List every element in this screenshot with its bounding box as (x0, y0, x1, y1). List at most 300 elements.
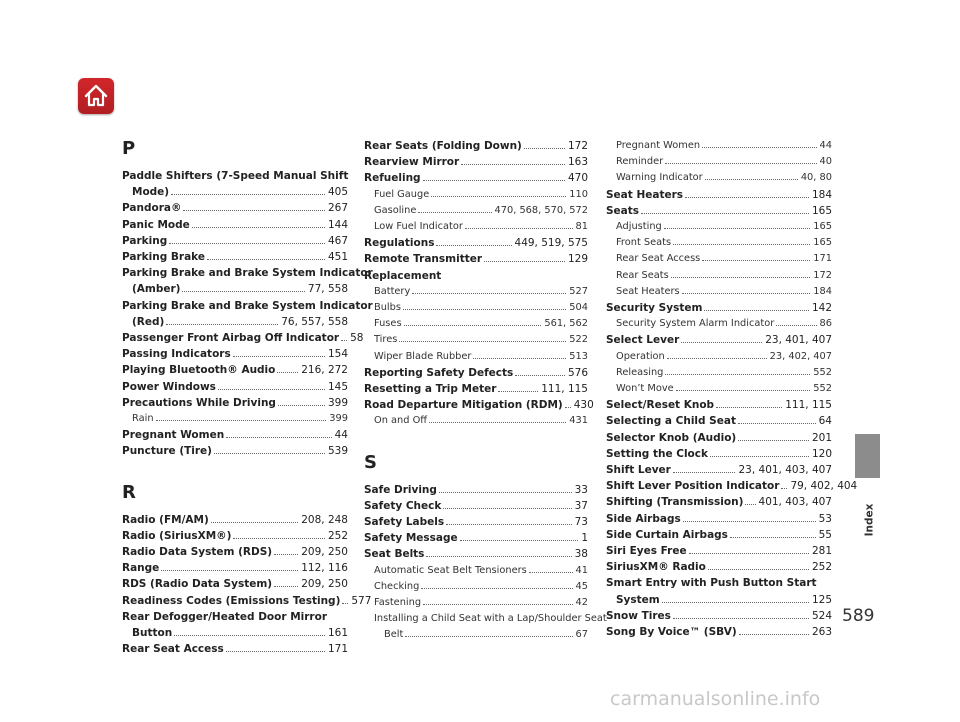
entry-continuation (374, 627, 588, 643)
dot-leader (399, 341, 566, 342)
index-entry[interactable] (606, 187, 832, 203)
index-entry[interactable] (122, 641, 348, 657)
dot-leader (277, 372, 298, 373)
index-subentry[interactable] (364, 611, 607, 643)
index-entry[interactable] (364, 365, 588, 381)
index-entry[interactable] (606, 300, 832, 316)
entry-pages[interactable]: 154 (327, 348, 348, 361)
index-side-label: Index (862, 503, 875, 537)
index-subentry[interactable] (364, 284, 588, 300)
dot-leader (673, 618, 809, 619)
index-entry[interactable] (606, 511, 832, 527)
index-entry[interactable] (364, 268, 588, 284)
entry-term: Safety Check (364, 499, 442, 512)
section-s-entries-part1 (364, 482, 607, 644)
entry-term: Playing Bluetooth® Audio (122, 364, 276, 377)
entry-term: Warning Indicator (616, 172, 703, 184)
entry-term: Side Airbags (606, 512, 681, 525)
entry-term: Adjusting (616, 221, 662, 233)
entry-pages[interactable]: 37 (574, 499, 588, 512)
entry-pages[interactable]: 504 (569, 302, 588, 314)
index-entry[interactable] (122, 528, 348, 544)
entry-pages[interactable]: 576 (567, 366, 588, 379)
index-entry[interactable] (122, 609, 348, 641)
entry-pages[interactable]: 111, 115 (541, 383, 588, 396)
entry-term: Reminder (616, 156, 664, 168)
entry-term: Security System Alarm Indicator (616, 318, 775, 330)
dot-leader (341, 340, 347, 341)
entry-pages[interactable]: 163 (567, 156, 588, 169)
index-entry[interactable] (122, 379, 348, 395)
entry-pages[interactable]: 42 (575, 597, 588, 609)
entry-term: Security System (606, 302, 703, 315)
dot-leader (423, 180, 565, 181)
index-subentry[interactable] (606, 219, 832, 235)
dot-leader (156, 420, 327, 421)
index-entry[interactable] (122, 168, 348, 200)
entry-term-line (122, 265, 373, 281)
entry-term: Safe Driving (364, 483, 437, 496)
entry-term-continued: (Red) (132, 315, 165, 328)
dot-leader (662, 602, 809, 603)
entry-term: Rear Seat Access (616, 253, 701, 265)
index-entry[interactable] (122, 395, 348, 411)
dot-leader (665, 374, 810, 375)
index-entry[interactable] (606, 543, 832, 559)
entry-continuation (122, 281, 348, 297)
entry-pages[interactable]: 33 (574, 483, 588, 496)
index-subentry[interactable] (606, 316, 832, 332)
index-entry[interactable] (122, 233, 348, 249)
index-entry[interactable] (364, 397, 594, 413)
entry-pages[interactable]: 112, 116 (301, 562, 348, 575)
index-entry[interactable] (122, 593, 372, 609)
index-entry[interactable] (122, 298, 373, 330)
section-r-entries-part1 (122, 512, 372, 658)
entry-pages[interactable]: 44 (819, 140, 832, 151)
entry-pages[interactable]: 144 (327, 218, 348, 231)
entry-pages[interactable]: 79, 402, 404 (790, 480, 858, 493)
index-entry[interactable] (364, 170, 588, 186)
entry-pages[interactable]: 267 (327, 202, 348, 215)
index-entry[interactable] (606, 446, 832, 462)
entry-term-line (122, 609, 348, 625)
dot-leader (738, 423, 816, 424)
entry-pages[interactable]: 399 (329, 413, 348, 425)
entry-term: Replacement (364, 269, 442, 282)
entry-pages[interactable]: 470 (567, 172, 588, 185)
entry-pages[interactable]: 430 (573, 399, 594, 412)
index-entry[interactable] (606, 494, 832, 510)
dot-leader (667, 358, 767, 359)
index-entry[interactable] (606, 203, 832, 219)
index-entry[interactable] (606, 413, 832, 429)
home-button[interactable] (78, 78, 114, 114)
entry-pages[interactable]: 577 (351, 594, 372, 607)
entry-term: Range (122, 562, 160, 575)
entry-term: Smart Entry with Push Button Start (606, 577, 817, 590)
dot-leader (192, 227, 325, 228)
index-entry[interactable] (122, 265, 373, 297)
entry-pages[interactable]: 201 (811, 431, 832, 444)
dot-leader (745, 504, 755, 505)
section-p-entries (122, 168, 373, 460)
index-side-tab[interactable] (855, 434, 880, 478)
index-entry[interactable] (364, 154, 588, 170)
entry-term: Paddle Shifters (7-Speed Manual Shift (122, 170, 349, 182)
dot-leader (565, 407, 571, 408)
dot-leader (705, 179, 798, 180)
entry-pages[interactable]: 86 (819, 318, 832, 330)
index-subentry[interactable] (606, 284, 832, 300)
index-entry[interactable] (606, 608, 832, 624)
entry-term: Shifting (Transmission) (606, 496, 744, 509)
index-entry[interactable] (606, 527, 832, 543)
entry-pages[interactable]: 53 (818, 512, 832, 525)
entry-term: Battery (374, 285, 411, 297)
dot-leader (671, 277, 811, 278)
index-subentry[interactable] (364, 203, 588, 219)
index-subentry[interactable] (606, 365, 832, 381)
index-subentry[interactable] (606, 268, 832, 284)
index-entry[interactable] (122, 576, 348, 592)
entry-term: Rear Seats (616, 269, 669, 281)
entry-term: On and Off (374, 415, 428, 427)
index-subentry[interactable] (364, 413, 588, 429)
entry-term-continued: Belt (384, 629, 404, 641)
dot-leader (461, 164, 565, 165)
dot-leader (211, 522, 298, 523)
entry-pages[interactable]: 552 (813, 383, 832, 395)
entry-term: Parking (122, 234, 168, 247)
dot-leader (702, 147, 816, 148)
entry-pages[interactable]: 252 (811, 561, 832, 574)
dot-leader (465, 228, 573, 229)
entry-term-line (374, 611, 607, 627)
entry-pages[interactable]: 67 (575, 629, 588, 641)
index-subentry[interactable] (364, 563, 588, 579)
index-entry[interactable] (364, 530, 588, 546)
entry-term: Releasing (616, 366, 664, 378)
index-subentry[interactable] (364, 332, 588, 348)
entry-pages[interactable]: 399 (327, 396, 348, 409)
dot-leader (710, 456, 809, 457)
index-subentry[interactable] (606, 235, 832, 251)
entry-term: Seat Belts (364, 548, 425, 561)
dot-leader (161, 570, 298, 571)
dot-leader (685, 197, 809, 198)
entry-pages[interactable]: 252 (327, 529, 348, 542)
index-entry[interactable] (122, 560, 348, 576)
entry-term: Seats (606, 204, 640, 217)
index-subentry[interactable] (606, 349, 832, 365)
index-column-3 (606, 138, 858, 640)
entry-term: Rear Seat Access (122, 643, 224, 656)
index-entry[interactable] (364, 138, 588, 154)
dot-leader (689, 553, 809, 554)
entry-term-continued: Button (132, 627, 173, 640)
index-entry[interactable] (122, 217, 348, 233)
entry-term: Safety Message (364, 532, 458, 545)
index-entry[interactable] (606, 332, 832, 348)
entry-pages[interactable]: 184 (811, 188, 832, 201)
entry-term: Low Fuel Indicator (374, 221, 463, 233)
index-entry[interactable] (364, 482, 588, 498)
entry-pages[interactable]: 64 (818, 415, 832, 428)
entry-term: RDS (Radio Data System) (122, 578, 273, 591)
index-entry[interactable] (122, 200, 348, 216)
entry-pages[interactable]: 263 (811, 626, 832, 639)
dot-leader (233, 538, 324, 539)
entry-term-continued: Mode) (132, 186, 170, 199)
entry-term: Refueling (364, 172, 421, 185)
page-number: 589 (842, 606, 875, 626)
entry-term: Fuel Gauge (374, 188, 430, 200)
dot-leader (524, 148, 565, 149)
entry-term: Shift Lever (606, 464, 671, 477)
index-entry[interactable] (122, 330, 364, 346)
entry-pages[interactable]: 125 (811, 593, 832, 606)
dot-leader (274, 554, 298, 555)
dot-leader (403, 309, 566, 310)
index-subentry[interactable] (364, 316, 588, 332)
entry-pages[interactable]: 58 (350, 332, 364, 345)
entry-pages[interactable]: 1 (581, 532, 588, 545)
dot-leader (446, 524, 572, 525)
entry-pages[interactable]: 552 (813, 366, 832, 378)
entry-term: Song By Voice™ (SBV) (606, 626, 737, 639)
entry-pages[interactable]: 38 (574, 548, 588, 561)
entry-term: Pregnant Women (616, 140, 701, 151)
entry-term: Front Seats (616, 237, 672, 249)
dot-leader (730, 537, 816, 538)
index-subentry[interactable] (606, 138, 832, 154)
entry-term: Reporting Safety Defects (364, 366, 514, 379)
entry-term: Safety Labels (364, 516, 445, 529)
dot-leader (429, 422, 566, 423)
entry-pages[interactable]: 129 (567, 253, 588, 266)
entry-term: Pandora® (122, 202, 182, 215)
section-letter-r: R (122, 481, 136, 503)
index-entry[interactable] (122, 443, 348, 459)
dot-leader (673, 472, 736, 473)
entry-term: Won’t Move (616, 383, 674, 395)
entry-pages[interactable]: 23, 402, 407 (769, 350, 832, 362)
index-entry[interactable] (364, 546, 588, 562)
index-entry[interactable] (122, 512, 348, 528)
entry-term: Precautions While Driving (122, 396, 276, 409)
dot-leader (418, 212, 491, 213)
entry-pages[interactable]: 431 (569, 415, 588, 427)
entry-pages[interactable]: 172 (813, 269, 832, 281)
entry-pages[interactable]: 145 (327, 380, 348, 393)
entry-term-line (122, 298, 373, 314)
index-subentry[interactable] (364, 579, 588, 595)
entry-pages[interactable]: 172 (567, 140, 588, 152)
entry-pages[interactable]: 40, 80 (800, 172, 832, 184)
dot-leader (641, 213, 809, 214)
entry-pages[interactable]: 41 (575, 564, 588, 576)
dot-leader (738, 440, 809, 441)
entry-pages[interactable]: 40 (819, 156, 832, 168)
entry-pages[interactable]: 449, 519, 575 (514, 237, 588, 250)
entry-term: Puncture (Tire) (122, 445, 212, 458)
dot-leader (431, 196, 566, 197)
index-entry[interactable] (122, 544, 348, 560)
dot-leader (342, 603, 348, 604)
dot-leader (412, 293, 566, 294)
entry-term: Select Lever (606, 334, 680, 347)
entry-pages[interactable]: 165 (811, 204, 832, 217)
entry-term: Select/Reset Knob (606, 399, 715, 412)
index-subentry[interactable] (364, 349, 588, 365)
index-entry[interactable] (364, 514, 588, 530)
dot-leader (704, 310, 809, 311)
entry-term: Checking (374, 580, 420, 592)
dot-leader (207, 259, 325, 260)
dot-leader (484, 261, 565, 262)
entry-term: Siri Eyes Free (606, 545, 687, 558)
index-entry[interactable] (364, 251, 588, 267)
index-entry[interactable] (606, 462, 832, 478)
index-column-2 (364, 138, 607, 644)
dot-leader (214, 453, 325, 454)
entry-term: Installing a Child Seat with a Lap/Shoulder Seat (374, 613, 607, 625)
entry-continuation (122, 625, 348, 641)
entry-term: Rain (132, 413, 154, 425)
entry-term: Parking Brake and Brake System Indicator (122, 299, 373, 312)
dot-leader (776, 325, 816, 326)
entry-pages[interactable]: 165 (813, 237, 832, 249)
entry-term: Radio (FM/AM) (122, 513, 209, 526)
entry-pages[interactable]: 77, 558 (307, 283, 348, 296)
dot-leader (683, 521, 816, 522)
entry-pages[interactable]: 23, 401, 403, 407 (738, 464, 832, 477)
entry-pages[interactable]: 208, 248 (301, 513, 348, 526)
entry-term: Parking Brake (122, 251, 205, 264)
index-subentry[interactable] (606, 381, 832, 397)
entry-pages[interactable]: 467 (327, 234, 348, 247)
entry-term: Gasoline (374, 204, 417, 216)
index-subentry[interactable] (364, 219, 588, 235)
section-r-entries-part2 (364, 138, 594, 430)
entry-pages[interactable]: 23, 401, 407 (765, 334, 832, 347)
index-entry[interactable] (122, 249, 348, 265)
entry-pages[interactable]: 73 (574, 516, 588, 529)
dot-leader (405, 636, 572, 637)
entry-pages[interactable]: 539 (327, 445, 348, 458)
entry-term: Regulations (364, 237, 435, 250)
index-entry[interactable] (364, 498, 588, 514)
dot-leader (460, 540, 579, 541)
index-subentry[interactable] (606, 170, 832, 186)
entry-pages[interactable]: 110 (569, 188, 588, 200)
index-entry[interactable] (606, 559, 832, 575)
section-letter-s: S (364, 451, 377, 473)
dot-leader (171, 194, 325, 195)
index-entry[interactable] (606, 397, 832, 413)
entry-pages[interactable]: 44 (334, 429, 348, 442)
entry-pages[interactable]: 216, 272 (301, 364, 348, 377)
entry-pages[interactable]: 111, 115 (785, 399, 832, 412)
dot-leader (664, 228, 811, 229)
entry-pages[interactable]: 120 (811, 447, 832, 460)
entry-pages[interactable]: 209, 250 (301, 578, 348, 591)
dot-leader (673, 244, 810, 245)
index-subentry[interactable] (122, 411, 348, 427)
index-entry[interactable] (606, 430, 832, 446)
index-subentry[interactable] (606, 154, 832, 170)
entry-pages[interactable]: 209, 250 (301, 546, 348, 559)
entry-pages[interactable]: 451 (327, 251, 348, 264)
entry-term: Road Departure Mitigation (RDM) (364, 399, 563, 412)
entry-term: Snow Tires (606, 609, 671, 622)
index-entry[interactable] (606, 624, 832, 640)
entry-pages[interactable]: 184 (813, 285, 832, 297)
entry-pages[interactable]: 524 (811, 609, 832, 622)
entry-term: Radio (SiriusXM®) (122, 529, 232, 542)
entry-term: Radio Data System (RDS) (122, 546, 273, 559)
entry-pages[interactable]: 142 (811, 302, 832, 315)
entry-pages[interactable]: 161 (327, 627, 348, 640)
index-entry[interactable] (122, 427, 348, 443)
entry-term: Side Curtain Airbags (606, 528, 728, 541)
dot-leader (233, 356, 325, 357)
entry-pages[interactable]: 45 (575, 580, 588, 592)
entry-pages[interactable]: 522 (569, 334, 588, 346)
index-entry[interactable] (606, 478, 858, 494)
dot-leader (781, 488, 787, 489)
entry-pages[interactable]: 513 (569, 350, 588, 362)
entry-pages[interactable]: 76, 557, 558 (281, 315, 348, 328)
entry-pages[interactable]: 405 (327, 186, 348, 199)
entry-pages[interactable]: 281 (811, 545, 832, 558)
dot-leader (681, 342, 762, 343)
entry-pages[interactable]: 171 (327, 643, 348, 656)
entry-term: Tires (374, 334, 398, 346)
dot-leader (529, 572, 573, 573)
entry-term: Wiper Blade Rubber (374, 350, 472, 362)
entry-pages[interactable]: 165 (813, 221, 832, 233)
index-subentry[interactable] (606, 251, 832, 267)
dot-leader (436, 245, 511, 246)
entry-term: Remote Transmitter (364, 253, 483, 266)
entry-pages[interactable]: 55 (818, 528, 832, 541)
entry-pages[interactable]: 401, 403, 407 (758, 496, 832, 509)
entry-pages[interactable]: 171 (813, 253, 832, 265)
index-subentry[interactable] (364, 300, 588, 316)
entry-term: Selector Knob (Audio) (606, 431, 737, 444)
entry-continuation (122, 314, 348, 330)
index-entry[interactable] (606, 575, 832, 607)
dot-leader (515, 375, 565, 376)
entry-pages[interactable]: 527 (569, 285, 588, 297)
dot-leader (708, 569, 809, 570)
entry-term: Rear Defogger/Heated Door Mirror (122, 610, 327, 623)
entry-pages[interactable]: 561, 562 (544, 318, 588, 330)
entry-pages[interactable]: 81 (575, 221, 588, 233)
entry-term: Resetting a Trip Meter (364, 383, 497, 396)
index-entry[interactable] (122, 362, 348, 378)
index-entry[interactable] (364, 381, 588, 397)
index-entry[interactable] (122, 346, 348, 362)
dot-leader (169, 243, 325, 244)
entry-pages[interactable]: 470, 568, 570, 572 (494, 204, 588, 216)
entry-term: Shift Lever Position Indicator (606, 480, 780, 493)
index-subentry[interactable] (364, 187, 588, 203)
index-entry[interactable] (364, 235, 588, 251)
index-subentry[interactable] (364, 595, 588, 611)
